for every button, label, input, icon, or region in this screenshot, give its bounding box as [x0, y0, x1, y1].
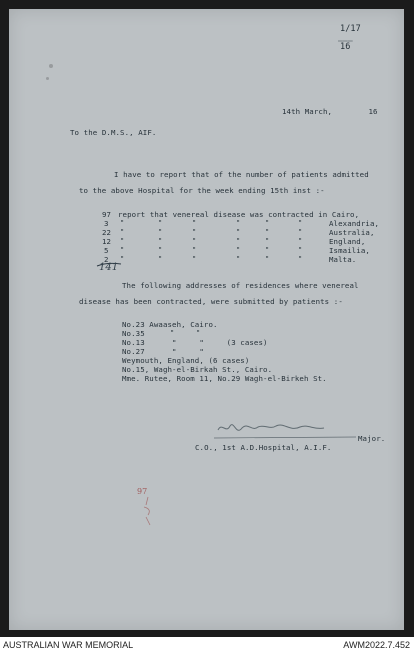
intro-line-1: I have to report that of the number of patients admitted [114, 170, 369, 179]
signature-block: C.O., 1st A.D.Hospital, A.I.F. [195, 443, 332, 452]
pencil-scribble [138, 495, 162, 529]
report-count: 3 [104, 219, 109, 228]
folio-number: 1/17 [340, 24, 361, 34]
address-item: No.13 " " (3 cases) [122, 338, 268, 347]
address-item: No.23 Awaaseh, Cairo. [122, 320, 218, 329]
ditto-mark: " [196, 329, 201, 337]
staple-hole [49, 64, 53, 68]
addresses-intro-line-1: The following addresses of residences where venereal [122, 281, 359, 290]
institution-credit: AUSTRALIAN WAR MEMORIAL [3, 640, 134, 650]
report-count: 5 [104, 246, 109, 255]
folio-number-secondary: 16 [340, 42, 351, 52]
report-count: 97 [102, 210, 112, 219]
addresses-intro-line-2: disease has been contracted, were submitted by patients :- [79, 297, 343, 306]
report-location: England, [329, 237, 366, 246]
address-item: Mme. Rutee, Room 11, No.29 Wagh-el-Birkeh St. [122, 374, 327, 383]
report-location: Ismailia, [329, 246, 370, 255]
report-count: 12 [102, 237, 112, 246]
staple-hole [46, 77, 49, 80]
report-count: 2 [104, 255, 109, 264]
address-item: No.35 [122, 329, 145, 338]
report-location: Malta. [329, 255, 357, 264]
report-location: Australia, [329, 228, 375, 237]
report-location: Alexandria, [329, 219, 380, 228]
accession-number: AWM2022.7.452 [343, 640, 410, 650]
handwritten-total: 141 [99, 262, 119, 273]
addressee: To the D.M.S., AIF. [70, 128, 157, 137]
signature [200, 418, 370, 444]
folio-rule: ‗‗‗ [338, 33, 353, 42]
intro-line-2: to the above Hospital for the week ending 15th inst :- [79, 186, 325, 195]
address-item: No.15, Wagh-el-Birkah St., Cairo. [122, 365, 273, 374]
signature-rank: Major. [358, 434, 386, 443]
letter-date: 14th March, 16 [282, 107, 378, 116]
pencil-note: 97 [137, 487, 148, 496]
report-count: 22 [102, 228, 112, 237]
address-item: No.27 " " [122, 347, 204, 356]
report-text: report that venereal disease was contracted in Cairo, [118, 210, 360, 219]
ditto-mark: " [170, 329, 175, 337]
address-item: Weymouth, England, (6 cases) [122, 356, 250, 365]
